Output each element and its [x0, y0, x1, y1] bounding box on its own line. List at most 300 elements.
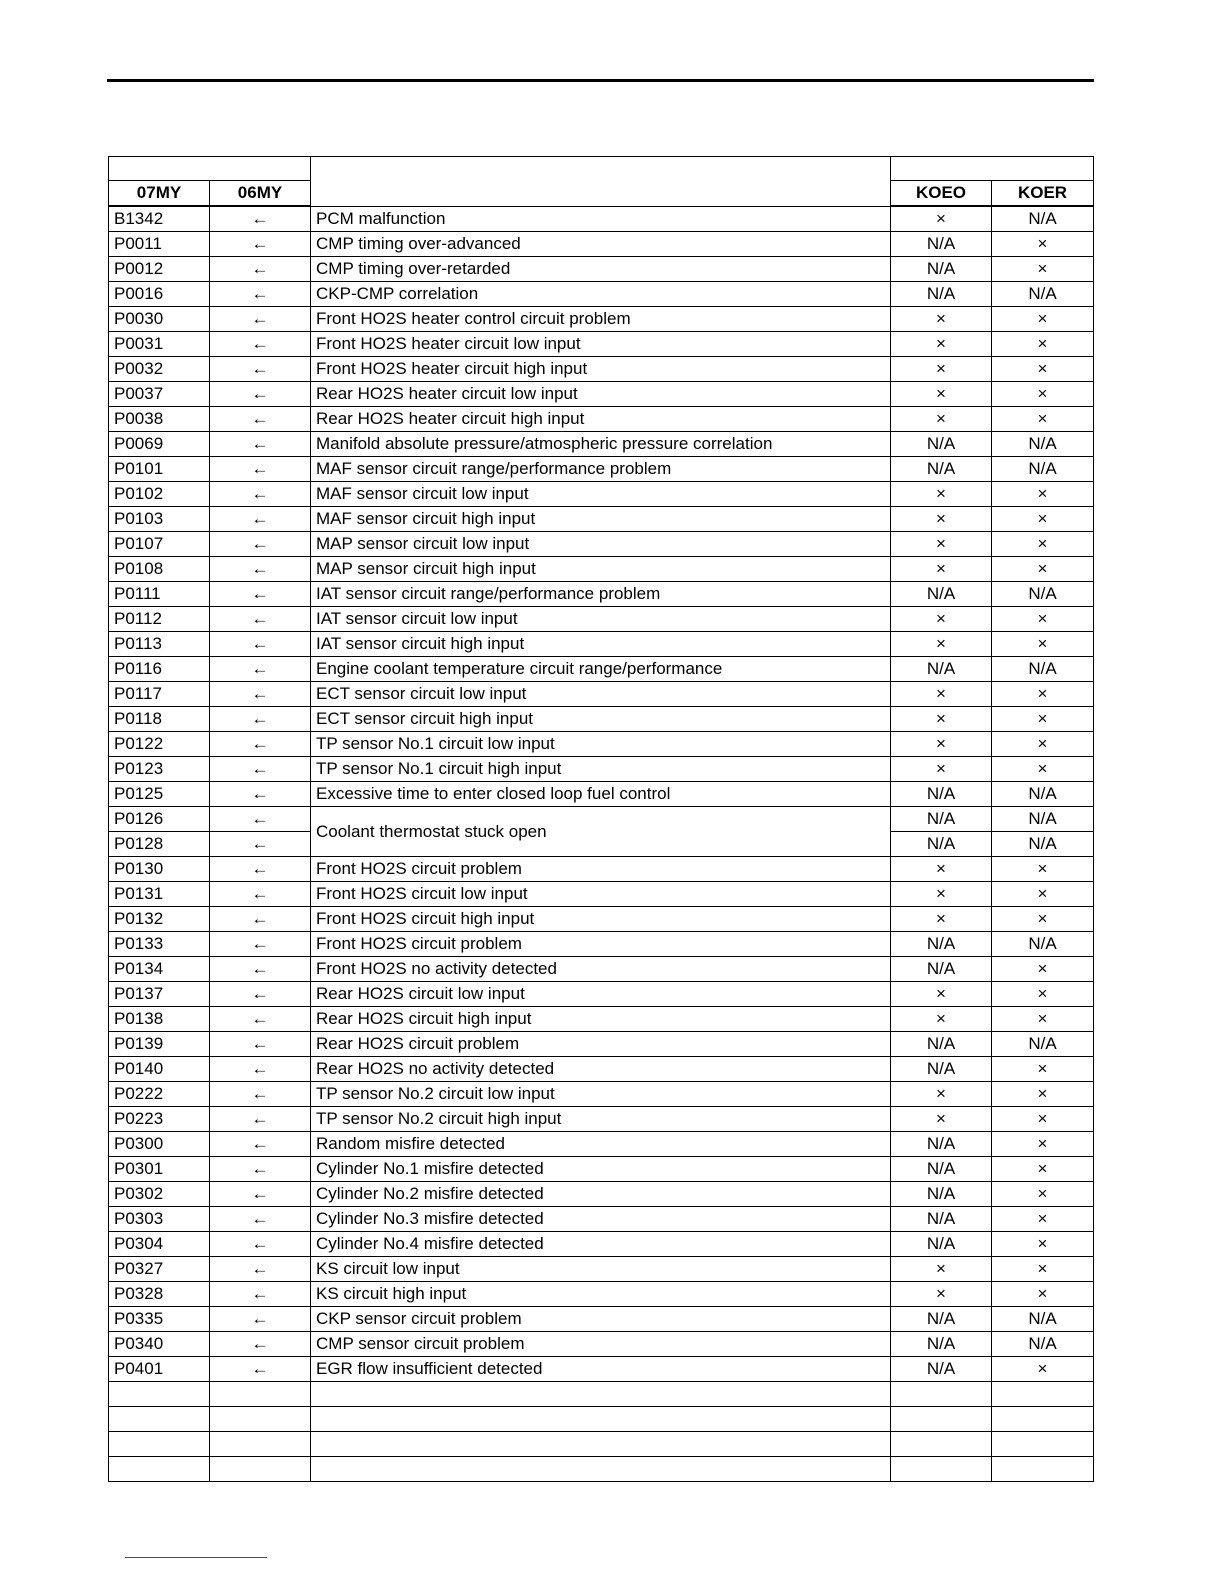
table-row	[109, 682, 1094, 707]
cell-koer: ×	[992, 1357, 1094, 1382]
cell-koer: N/A	[992, 832, 1094, 857]
table-row	[109, 657, 1094, 682]
cell-description: Random misfire detected	[311, 1132, 891, 1157]
cell-description	[311, 1457, 891, 1482]
cell-koer: ×	[992, 332, 1094, 357]
cell-07my-code: P0340	[109, 1332, 210, 1357]
cell-07my-code: B1342	[109, 206, 210, 232]
cell-koer: ×	[992, 257, 1094, 282]
cell-description: Rear HO2S circuit low input	[311, 982, 891, 1007]
cell-koer: N/A	[992, 206, 1094, 232]
cell-06my-code: ←	[210, 1232, 311, 1257]
cell-06my-code: ←	[210, 832, 311, 857]
table-row	[109, 1407, 1094, 1432]
cell-koer: ×	[992, 382, 1094, 407]
cell-description: KS circuit high input	[311, 1282, 891, 1307]
cell-06my-code: ←	[210, 682, 311, 707]
cell-koer: ×	[992, 1207, 1094, 1232]
cell-koeo: ×	[891, 607, 992, 632]
cell-07my-code: P0102	[109, 482, 210, 507]
table-row	[109, 206, 1094, 232]
cell-06my-code: ←	[210, 857, 311, 882]
cell-koeo: ×	[891, 1257, 992, 1282]
cell-07my-code: P0327	[109, 1257, 210, 1282]
cell-koer: ×	[992, 1182, 1094, 1207]
cell-description	[311, 1432, 891, 1457]
cell-koer: N/A	[992, 282, 1094, 307]
cell-koeo: N/A	[891, 432, 992, 457]
cell-06my-code: ←	[210, 1057, 311, 1082]
table-row	[109, 282, 1094, 307]
cell-07my-code: P0016	[109, 282, 210, 307]
table-row	[109, 932, 1094, 957]
cell-07my-code: P0335	[109, 1307, 210, 1332]
cell-07my-code: P0125	[109, 782, 210, 807]
cell-koer: N/A	[992, 932, 1094, 957]
table-row	[109, 382, 1094, 407]
header-group-row	[109, 157, 1094, 181]
cell-06my-code: ←	[210, 432, 311, 457]
cell-06my-code: ←	[210, 1032, 311, 1057]
cell-koer: ×	[992, 1057, 1094, 1082]
cell-07my-code: P0116	[109, 657, 210, 682]
cell-koer: ×	[992, 732, 1094, 757]
cell-koeo: N/A	[891, 257, 992, 282]
cell-06my-code: ←	[210, 1332, 311, 1357]
cell-06my-code: ←	[210, 507, 311, 532]
table-row	[109, 1432, 1094, 1457]
cell-koer: ×	[992, 557, 1094, 582]
table-row	[109, 1157, 1094, 1182]
cell-koer: N/A	[992, 432, 1094, 457]
cell-07my-code: P0138	[109, 1007, 210, 1032]
table-row	[109, 482, 1094, 507]
cell-koer: ×	[992, 1132, 1094, 1157]
table-row	[109, 1282, 1094, 1307]
cell-description	[311, 1407, 891, 1432]
cell-06my-code: ←	[210, 257, 311, 282]
cell-koeo	[891, 1407, 992, 1432]
cell-07my-code: P0140	[109, 1057, 210, 1082]
cell-koeo: ×	[891, 332, 992, 357]
cell-description: CMP timing over-retarded	[311, 257, 891, 282]
cell-07my-code: P0111	[109, 582, 210, 607]
cell-description: TP sensor No.2 circuit low input	[311, 1082, 891, 1107]
cell-description: MAP sensor circuit high input	[311, 557, 891, 582]
cell-koeo: ×	[891, 907, 992, 932]
cell-koeo: ×	[891, 982, 992, 1007]
cell-06my-code	[210, 1407, 311, 1432]
header-06my: 06MY	[210, 181, 311, 207]
table-row	[109, 332, 1094, 357]
table-row	[109, 1257, 1094, 1282]
cell-07my-code: P0137	[109, 982, 210, 1007]
cell-07my-code: P0131	[109, 882, 210, 907]
cell-06my-code	[210, 1457, 311, 1482]
cell-06my-code: ←	[210, 807, 311, 832]
table-row	[109, 1307, 1094, 1332]
cell-06my-code	[210, 1382, 311, 1407]
table-row	[109, 357, 1094, 382]
table-row	[109, 532, 1094, 557]
table-row	[109, 507, 1094, 532]
cell-koeo: ×	[891, 507, 992, 532]
cell-07my-code	[109, 1457, 210, 1482]
header-description	[311, 157, 891, 207]
table-body	[109, 206, 1094, 1482]
cell-koeo: N/A	[891, 1032, 992, 1057]
cell-description: Front HO2S heater circuit low input	[311, 332, 891, 357]
cell-06my-code: ←	[210, 407, 311, 432]
cell-description: Front HO2S circuit high input	[311, 907, 891, 932]
table-row	[109, 307, 1094, 332]
table-row	[109, 957, 1094, 982]
cell-koer: N/A	[992, 1307, 1094, 1332]
cell-description: Cylinder No.3 misfire detected	[311, 1207, 891, 1232]
cell-description: TP sensor No.2 circuit high input	[311, 1107, 891, 1132]
cell-description: CMP timing over-advanced	[311, 232, 891, 257]
cell-koer: N/A	[992, 457, 1094, 482]
cell-07my-code: P0328	[109, 1282, 210, 1307]
cell-06my-code: ←	[210, 632, 311, 657]
cell-07my-code: P0223	[109, 1107, 210, 1132]
cell-koeo: ×	[891, 407, 992, 432]
cell-description: Front HO2S no activity detected	[311, 957, 891, 982]
cell-06my-code: ←	[210, 557, 311, 582]
cell-description: Excessive time to enter closed loop fuel control	[311, 782, 891, 807]
cell-koer: ×	[992, 357, 1094, 382]
table-row	[109, 807, 1094, 832]
cell-koer: ×	[992, 1257, 1094, 1282]
cell-koeo: ×	[891, 307, 992, 332]
cell-koeo: ×	[891, 757, 992, 782]
cell-07my-code: P0101	[109, 457, 210, 482]
cell-07my-code: P0122	[109, 732, 210, 757]
cell-07my-code: P0301	[109, 1157, 210, 1182]
cell-06my-code: ←	[210, 457, 311, 482]
cell-07my-code: P0303	[109, 1207, 210, 1232]
cell-06my-code: ←	[210, 657, 311, 682]
cell-06my-code: ←	[210, 206, 311, 232]
cell-koer: ×	[992, 507, 1094, 532]
cell-koer: ×	[992, 407, 1094, 432]
cell-description: Rear HO2S heater circuit high input	[311, 407, 891, 432]
cell-koeo: N/A	[891, 282, 992, 307]
cell-description: TP sensor No.1 circuit high input	[311, 757, 891, 782]
cell-koeo: N/A	[891, 782, 992, 807]
cell-07my-code: P0302	[109, 1182, 210, 1207]
cell-07my-code: P0132	[109, 907, 210, 932]
cell-description: Rear HO2S circuit high input	[311, 1007, 891, 1032]
cell-koer: N/A	[992, 782, 1094, 807]
cell-06my-code: ←	[210, 1282, 311, 1307]
cell-koer: ×	[992, 1082, 1094, 1107]
cell-koer: ×	[992, 757, 1094, 782]
cell-06my-code: ←	[210, 1257, 311, 1282]
cell-koeo: ×	[891, 882, 992, 907]
cell-koer: ×	[992, 1107, 1094, 1132]
cell-koeo: N/A	[891, 932, 992, 957]
cell-koer	[992, 1457, 1094, 1482]
cell-07my-code: P0103	[109, 507, 210, 532]
cell-koer: N/A	[992, 657, 1094, 682]
table-row	[109, 1007, 1094, 1032]
cell-07my-code: P0011	[109, 232, 210, 257]
cell-koeo: N/A	[891, 232, 992, 257]
cell-description: CKP-CMP correlation	[311, 282, 891, 307]
cell-07my-code: P0304	[109, 1232, 210, 1257]
cell-description: IAT sensor circuit low input	[311, 607, 891, 632]
cell-koeo: N/A	[891, 832, 992, 857]
table-row	[109, 707, 1094, 732]
cell-description: Front HO2S heater circuit high input	[311, 357, 891, 382]
cell-06my-code: ←	[210, 607, 311, 632]
header-koeo: KOEO	[891, 181, 992, 207]
table-row	[109, 1182, 1094, 1207]
cell-koeo: ×	[891, 557, 992, 582]
cell-07my-code: P0128	[109, 832, 210, 857]
cell-06my-code: ←	[210, 1157, 311, 1182]
cell-07my-code: P0222	[109, 1082, 210, 1107]
cell-description: Front HO2S circuit low input	[311, 882, 891, 907]
top-rule	[107, 79, 1094, 82]
cell-07my-code: P0108	[109, 557, 210, 582]
cell-koer: N/A	[992, 1032, 1094, 1057]
cell-koer: ×	[992, 607, 1094, 632]
cell-description: Front HO2S circuit problem	[311, 932, 891, 957]
cell-07my-code: P0117	[109, 682, 210, 707]
cell-koeo: N/A	[891, 1232, 992, 1257]
cell-description: IAT sensor circuit high input	[311, 632, 891, 657]
cell-koer	[992, 1407, 1094, 1432]
cell-07my-code: P0130	[109, 857, 210, 882]
table-row	[109, 982, 1094, 1007]
cell-koer: ×	[992, 482, 1094, 507]
table-row	[109, 907, 1094, 932]
cell-koer: ×	[992, 982, 1094, 1007]
cell-koeo: N/A	[891, 1182, 992, 1207]
cell-description: MAF sensor circuit range/performance problem	[311, 457, 891, 482]
cell-description: KS circuit low input	[311, 1257, 891, 1282]
cell-koeo: ×	[891, 482, 992, 507]
table-row	[109, 1107, 1094, 1132]
table-row	[109, 857, 1094, 882]
cell-koeo	[891, 1457, 992, 1482]
cell-koer: ×	[992, 232, 1094, 257]
cell-koer: ×	[992, 857, 1094, 882]
cell-06my-code: ←	[210, 1082, 311, 1107]
cell-07my-code: P0012	[109, 257, 210, 282]
header-group-mode	[891, 157, 1094, 181]
table-row	[109, 1082, 1094, 1107]
cell-koeo: N/A	[891, 1157, 992, 1182]
cell-koeo: ×	[891, 1082, 992, 1107]
cell-koeo: ×	[891, 857, 992, 882]
cell-06my-code: ←	[210, 707, 311, 732]
table-row	[109, 557, 1094, 582]
header-07my: 07MY	[109, 181, 210, 207]
cell-07my-code: P0134	[109, 957, 210, 982]
cell-07my-code: P0300	[109, 1132, 210, 1157]
cell-06my-code: ←	[210, 332, 311, 357]
cell-07my-code: P0126	[109, 807, 210, 832]
cell-06my-code: ←	[210, 1132, 311, 1157]
cell-koeo: N/A	[891, 582, 992, 607]
cell-07my-code: P0112	[109, 607, 210, 632]
header-group-dtc	[109, 157, 311, 181]
cell-koeo: N/A	[891, 957, 992, 982]
cell-description: CKP sensor circuit problem	[311, 1307, 891, 1332]
cell-07my-code: P0123	[109, 757, 210, 782]
cell-koeo: N/A	[891, 1332, 992, 1357]
cell-07my-code: P0032	[109, 357, 210, 382]
table-row	[109, 1032, 1094, 1057]
cell-koeo: N/A	[891, 1132, 992, 1157]
cell-koeo: ×	[891, 1107, 992, 1132]
cell-koeo: N/A	[891, 1357, 992, 1382]
cell-06my-code: ←	[210, 757, 311, 782]
cell-koeo: ×	[891, 1007, 992, 1032]
cell-koeo	[891, 1382, 992, 1407]
cell-06my-code: ←	[210, 957, 311, 982]
table-row	[109, 1132, 1094, 1157]
cell-07my-code: P0069	[109, 432, 210, 457]
cell-koeo: ×	[891, 382, 992, 407]
cell-koeo	[891, 1432, 992, 1457]
cell-07my-code	[109, 1407, 210, 1432]
cell-07my-code: P0038	[109, 407, 210, 432]
cell-07my-code: P0139	[109, 1032, 210, 1057]
cell-06my-code: ←	[210, 1357, 311, 1382]
cell-koer: ×	[992, 532, 1094, 557]
table-row	[109, 607, 1094, 632]
cell-koeo: N/A	[891, 1057, 992, 1082]
cell-06my-code: ←	[210, 232, 311, 257]
cell-description: Coolant thermostat stuck open	[311, 807, 891, 857]
cell-koeo: N/A	[891, 457, 992, 482]
cell-06my-code: ←	[210, 1207, 311, 1232]
table-row	[109, 1382, 1094, 1407]
cell-koer	[992, 1432, 1094, 1457]
cell-07my-code	[109, 1382, 210, 1407]
table-row	[109, 457, 1094, 482]
cell-description: CMP sensor circuit problem	[311, 1332, 891, 1357]
cell-06my-code: ←	[210, 907, 311, 932]
cell-koeo: ×	[891, 532, 992, 557]
table-row	[109, 757, 1094, 782]
cell-06my-code: ←	[210, 882, 311, 907]
cell-description: IAT sensor circuit range/performance problem	[311, 582, 891, 607]
cell-06my-code: ←	[210, 732, 311, 757]
cell-koer: ×	[992, 1282, 1094, 1307]
cell-description: ECT sensor circuit high input	[311, 707, 891, 732]
table-row	[109, 782, 1094, 807]
cell-07my-code: P0031	[109, 332, 210, 357]
table-row	[109, 1457, 1094, 1482]
cell-koer: ×	[992, 307, 1094, 332]
table-row	[109, 882, 1094, 907]
cell-07my-code: P0118	[109, 707, 210, 732]
header-koer: KOER	[992, 181, 1094, 207]
cell-koeo: N/A	[891, 1307, 992, 1332]
cell-koer: N/A	[992, 582, 1094, 607]
cell-koer: N/A	[992, 807, 1094, 832]
cell-koer	[992, 1382, 1094, 1407]
table-row	[109, 432, 1094, 457]
cell-06my-code: ←	[210, 982, 311, 1007]
cell-koer: ×	[992, 882, 1094, 907]
cell-koer: ×	[992, 907, 1094, 932]
cell-koer: ×	[992, 1157, 1094, 1182]
cell-koer: ×	[992, 957, 1094, 982]
cell-koeo: N/A	[891, 657, 992, 682]
cell-description: MAP sensor circuit low input	[311, 532, 891, 557]
cell-description: Cylinder No.4 misfire detected	[311, 1232, 891, 1257]
dtc-table	[108, 156, 1094, 1482]
cell-06my-code: ←	[210, 382, 311, 407]
footer-link-underline	[125, 1557, 267, 1558]
cell-koer: N/A	[992, 1332, 1094, 1357]
cell-description: Engine coolant temperature circuit range/performance	[311, 657, 891, 682]
cell-06my-code: ←	[210, 1182, 311, 1207]
cell-description: ECT sensor circuit low input	[311, 682, 891, 707]
cell-07my-code	[109, 1432, 210, 1457]
cell-koeo: ×	[891, 732, 992, 757]
table-row	[109, 257, 1094, 282]
cell-description: EGR flow insufficient detected	[311, 1357, 891, 1382]
cell-description: MAF sensor circuit high input	[311, 507, 891, 532]
cell-06my-code: ←	[210, 932, 311, 957]
table-row	[109, 632, 1094, 657]
cell-koeo: ×	[891, 707, 992, 732]
cell-description: Manifold absolute pressure/atmospheric pressure correlation	[311, 432, 891, 457]
cell-description: PCM malfunction	[311, 206, 891, 232]
cell-description: TP sensor No.1 circuit low input	[311, 732, 891, 757]
cell-07my-code: P0401	[109, 1357, 210, 1382]
cell-06my-code: ←	[210, 357, 311, 382]
cell-06my-code: ←	[210, 1007, 311, 1032]
table-row	[109, 1357, 1094, 1382]
cell-07my-code: P0133	[109, 932, 210, 957]
cell-07my-code: P0037	[109, 382, 210, 407]
table-row	[109, 1332, 1094, 1357]
table-row	[109, 1057, 1094, 1082]
cell-07my-code: P0107	[109, 532, 210, 557]
cell-06my-code: ←	[210, 582, 311, 607]
cell-06my-code: ←	[210, 1307, 311, 1332]
cell-description	[311, 1382, 891, 1407]
table-row	[109, 407, 1094, 432]
cell-07my-code: P0030	[109, 307, 210, 332]
cell-06my-code: ←	[210, 282, 311, 307]
cell-koeo: ×	[891, 632, 992, 657]
cell-07my-code: P0113	[109, 632, 210, 657]
cell-koer: ×	[992, 1007, 1094, 1032]
cell-description: Rear HO2S no activity detected	[311, 1057, 891, 1082]
table-row	[109, 1207, 1094, 1232]
table-row	[109, 232, 1094, 257]
cell-koeo: N/A	[891, 807, 992, 832]
cell-06my-code: ←	[210, 1107, 311, 1132]
cell-koeo: ×	[891, 1282, 992, 1307]
cell-description: Cylinder No.2 misfire detected	[311, 1182, 891, 1207]
cell-06my-code: ←	[210, 482, 311, 507]
table-row	[109, 582, 1094, 607]
cell-koer: ×	[992, 1232, 1094, 1257]
cell-description: Front HO2S circuit problem	[311, 857, 891, 882]
cell-koeo: N/A	[891, 1207, 992, 1232]
cell-koeo: ×	[891, 682, 992, 707]
